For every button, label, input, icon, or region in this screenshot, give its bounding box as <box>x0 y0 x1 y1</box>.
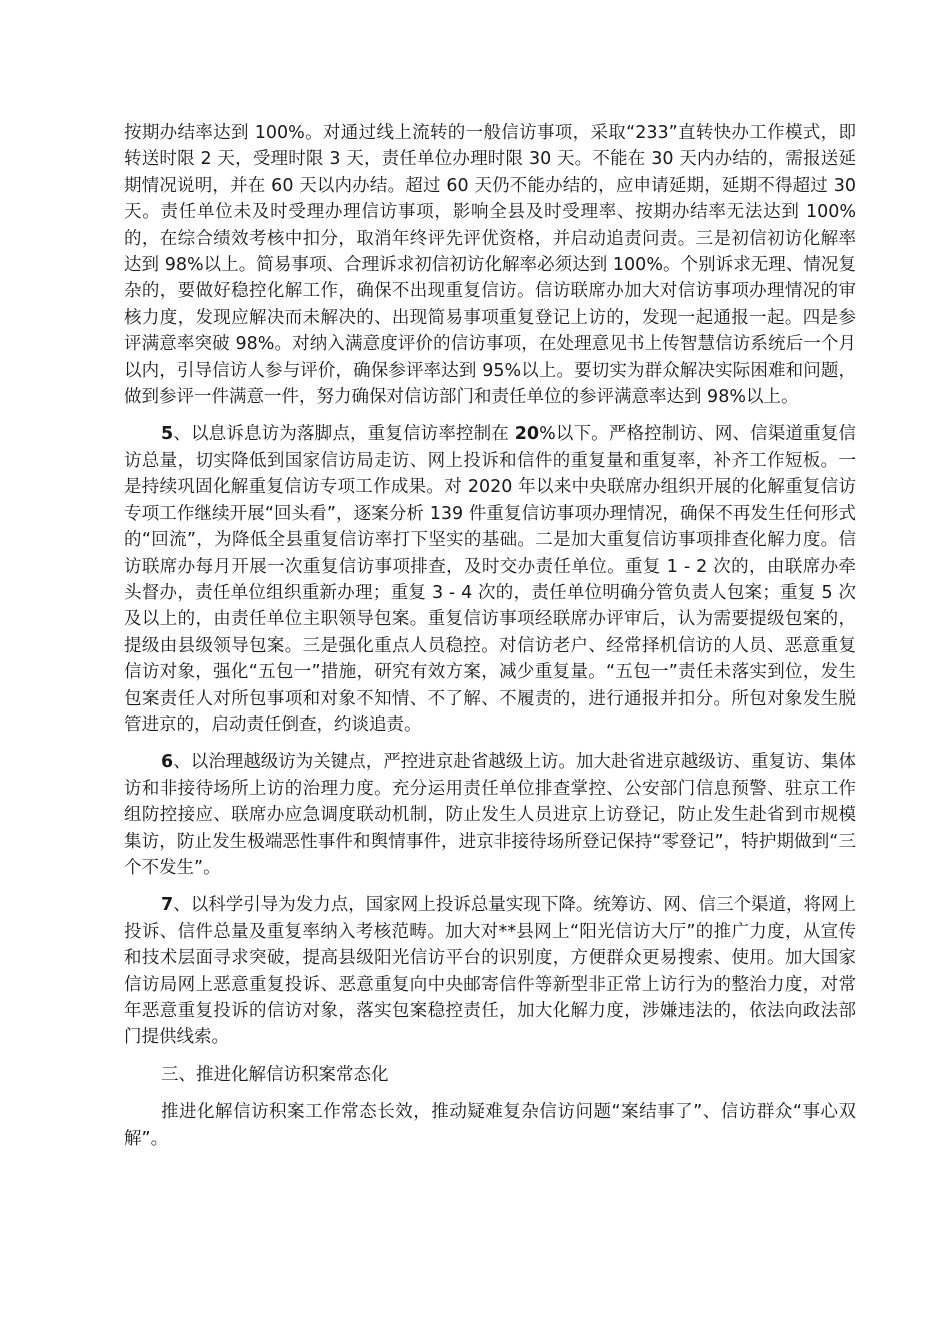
paragraph-item-6 <box>124 749 856 881</box>
item-body-text: %以下。严格控制访、网、信渠道重复信访总量，切实降低到国家信访局走访、网上投诉和信件的重复量和重复率，补齐工作短板。一是持续巩固化解重复信访专项工作成果。对 2020 年以来中央联席办组织开展的化解重复信访专项工作继续开展“回头看”，逐案分析 139 件重复信访事项办理情况，确保不再发生任何形式的“回流”，为降低全县重复信访率打下坚实的基础。二是加大重复信访事项排查化解力度。信访联席办每月开展一次重复信访事项排查，及时交办责任单位。重复 1 - 2 次的，由联席办牵头督办，责任单位组织重新办理；重复 3 - 4 次的，责任单位明确分管负责人包案；重复 5 次及以上的，由责任单位主职领导包案。重复信访事项经联席办评审后，认为需要提级包案的，提级由县级领导包案。三是强化重点人员稳控。对信访老户、经常择机信访的人员、恶意重复信访对象，强化“五包一”措施，研究有效方案，减少重复量。“五包一”责任未落实到位，发生包案责任人对所包事项和对象不知情、不了解、不履责的，进行通报并扣分。所包对象发生脱管进京的，启动责任倒查，约谈追责。 <box>124 424 856 735</box>
item-body-text: 、以治理越级访为关键点，严控进京赴省越级上访。加大赴省进京越级访、重复访、集体访和非接待场所上访的治理力度。充分运用责任单位排查掌控、公安部门信息预警、驻京工作组防控接应、联席办应急调度联动机制，防止发生人员进京上访登记，防止发生赴省到市规模集访，防止发生极端恶性事件和舆情事件，进京非接待场所登记保持“零登记”，特护期做到“三个不发生”。 <box>124 752 856 878</box>
section-heading: 三、推进化解信访积案常态化 <box>161 1064 389 1085</box>
item-number: 5 <box>161 424 174 445</box>
paragraph-closing: 推进化解信访积案工作常态长效，推动疑难复杂信访问题“案结事了”、信访群众“事心双解”。 <box>124 1102 856 1149</box>
item-lead-text: 、以息诉息访为落脚点，重复信访率控制在 <box>173 424 515 445</box>
item-number: 7 <box>161 895 174 916</box>
paragraph-item-5 <box>124 421 856 738</box>
item-bold-value: 20 <box>514 424 540 445</box>
item-body-text: 、以科学引导为发力点，国家网上投诉总量实现下降。统筹访、网、信三个渠道，将网上投诉、信件总量及重复率纳入考核范畴。加大对**县网上“阳光信访大厅”的推广力度，从宣传和技术层面寻求突破，提高县级阳光信访平台的识别度，方便群众更易搜索、使用。加大国家信访局网上恶意重复投诉、恶意重复向中央邮寄信件等新型非正常上访行为的整治力度，对常年恶意重复投诉的信访对象，落实包案稳控责任，加大化解力度，涉嫌违法的，依法向政法部门提供线索。 <box>124 895 856 1048</box>
paragraph-item-7 <box>124 892 856 1050</box>
document-page <box>124 120 856 1163</box>
paragraph-continuation: 按期办结率达到 100%。对通过线上流转的一般信访事项，采取“233”直转快办工作模式，即转送时限 2 天，受理时限 3 天，责任单位办理时限 30 天。不能在 30 天内办结的，需报送延期情况说明，并在 60 天以内办结。超过 60 天仍不能办结的，应申请延期，延期不得超过 30 天。责任单位未及时受理办理信访事项，影响全县及时受理率、按期办结率无法达到 100%的，在综合绩效考核中扣分，取消年终评先评优资格，并启动追责问责。三是初信初访化解率达到 98%以上。简易事项、合理诉求初信初访化解率必须达到 100%。个别诉求无理、情况复杂的，要做好稳控化解工作，确保不出现重复信访。信访联席办加大对信访事项办理情况的审核力度，发现应解决而未解决的、出现简易事项重复登记上访的，发现一起通报一起。四是参评满意率突破 98%。对纳入满意度评价的信访事项，在处理意见书上传智慧信访系统后一个月以内，引导信访人参与评价，确保参评率达到 95%以上。要切实为群众解决实际困难和问题，做到参评一件满意一件，努力确保对信访部门和责任单位的参评满意率达到 98%以上。 <box>124 123 856 408</box>
item-number: 6 <box>161 752 174 773</box>
